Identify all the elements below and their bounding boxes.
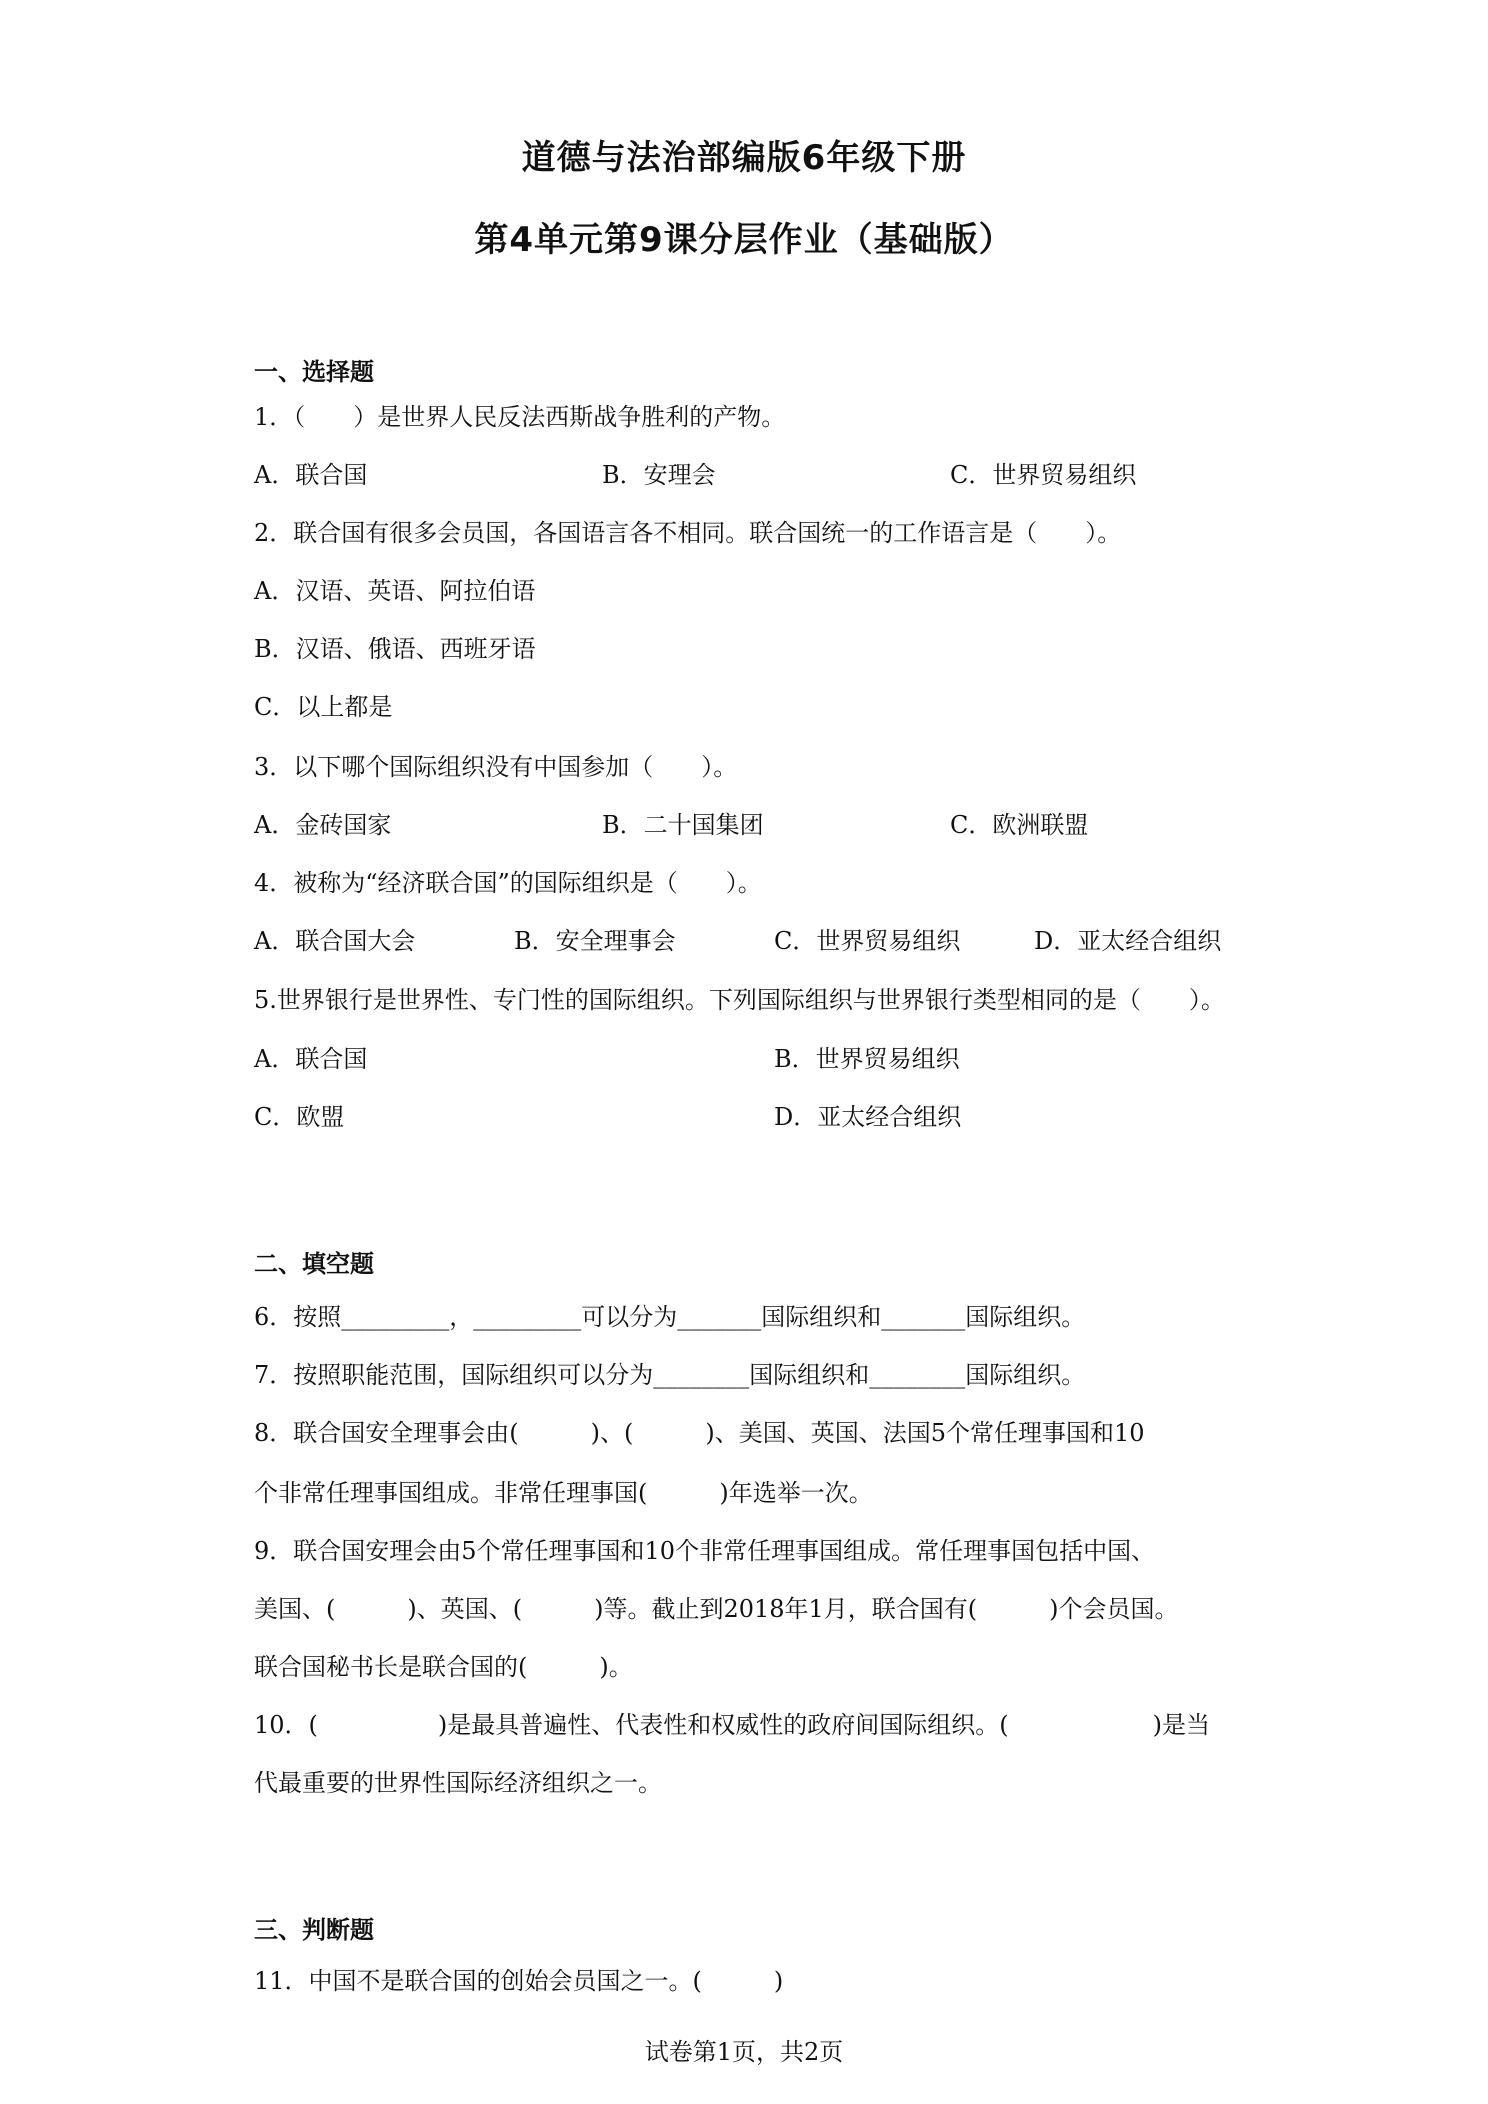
section-heading-judge: 三、判断题 [254,1916,374,1944]
question-3-option-a: A．金砖国家 [254,811,392,839]
question-5-option-a: A．联合国 [254,1045,368,1073]
question-7-text: 7．按照职能范围，国际组织可以分为________国际组织和________国际组织。 [254,1361,1086,1389]
page-footer: 试卷第1页，共2页 [644,2038,844,2066]
question-3-option-b: B．二十国集团 [602,811,764,839]
question-3-stem: 3．以下哪个国际组织没有中国参加（ ）。 [254,753,738,781]
section-heading-choice: 一、选择题 [254,358,374,386]
section-heading-fill: 二、填空题 [254,1250,374,1278]
question-5-option-d: D．亚太经合组织 [774,1103,962,1131]
question-1-stem: 1．（ ）是世界人民反法西斯战争胜利的产物。 [254,403,786,431]
question-10-line-2: 代最重要的世界性国际经济组织之一。 [254,1769,662,1797]
question-2-option-c: C．以上都是 [254,693,393,721]
question-8-line-2: 个非常任理事国组成。非常任理事国( )年选举一次。 [254,1479,873,1507]
question-4-option-c: C．世界贸易组织 [774,927,961,955]
question-9-line-2: 美国、( )、英国、( )等。截止到2018年1月，联合国有( )个会员国。 [254,1595,1179,1623]
question-1-option-b: B．安理会 [602,461,716,489]
question-5-option-c: C．欧盟 [254,1103,345,1131]
question-1-option-a: A．联合国 [254,461,368,489]
question-2-option-a: A．汉语、英语、阿拉伯语 [254,577,536,605]
question-5-option-b: B．世界贸易组织 [774,1045,960,1073]
question-11-text: 11．中国不是联合国的创始会员国之一。( ) [254,1967,784,1995]
question-2-option-b: B．汉语、俄语、西班牙语 [254,635,536,663]
question-10-line-1: 10．( )是最具普遍性、代表性和权威性的政府间国际组织。( )是当 [254,1711,1210,1739]
question-4-option-d: D．亚太经合组织 [1034,927,1222,955]
question-9-line-1: 9．联合国安理会由5个常任理事国和10个非常任理事国组成。常任理事国包括中国、 [254,1537,1156,1565]
question-8-line-1: 8．联合国安全理事会由( )、( )、美国、英国、法国5个常任理事国和10 [254,1419,1145,1447]
question-2-stem: 2．联合国有很多会员国，各国语言各不相同。联合国统一的工作语言是（ ）。 [254,519,1122,547]
document-subtitle: 第4单元第9课分层作业（基础版） [474,220,1014,260]
question-5-stem: 5.世界银行是世界性、专门性的国际组织。下列国际组织与世界银行类型相同的是（ ）。 [254,986,1225,1014]
document-title: 道德与法治部编版6年级下册 [521,138,967,178]
question-4-option-b: B．安全理事会 [514,927,676,955]
question-3-option-c: C．欧洲联盟 [950,811,1089,839]
question-1-option-c: C．世界贸易组织 [950,461,1137,489]
question-6-text: 6．按照_________，_________可以分为_______国际组织和_______国际组织。 [254,1303,1086,1331]
question-4-option-a: A．联合国大会 [254,927,416,955]
question-4-stem: 4．被称为“经济联合国”的国际组织是（ ）。 [254,869,762,897]
question-9-line-3: 联合国秘书长是联合国的( )。 [254,1653,633,1681]
